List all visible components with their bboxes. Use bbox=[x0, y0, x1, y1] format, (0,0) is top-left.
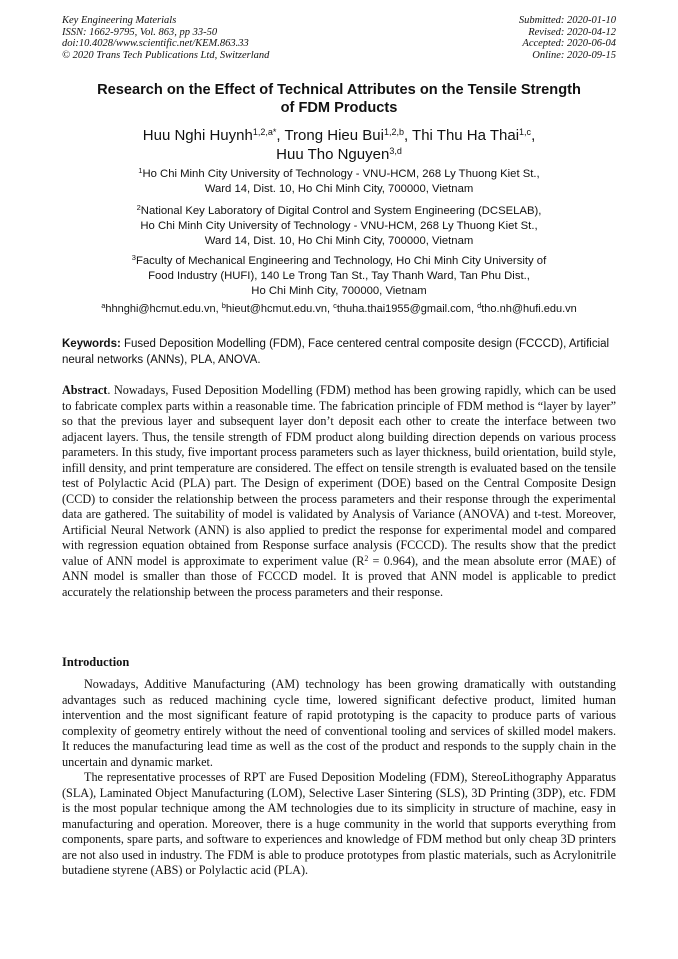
keywords-label: Keywords: bbox=[62, 338, 121, 350]
affiliation-3 bbox=[62, 254, 616, 299]
author-list bbox=[62, 126, 616, 164]
email-link[interactable]: hieut@hcmut.edu.vn bbox=[225, 303, 327, 315]
affiliation-line: Ward 14, Dist. 10, Ho Chi Minh City, 700000, Vietnam bbox=[204, 183, 474, 195]
introduction-paragraph: The representative processes of RPT are Fused Deposition Modeling (FDM), StereoLithography Apparatus (SLA), Laminated Object Manufacturing (LOM), Selective Laser Sintering (SLS), 3D Printing (3DP), etc. FDM is the most popular technique among the AM technologies due to its simplicity in structure of machine, easy in manufacturing and operation. Moreover, there is a huge community in the world that supports everything from components, spare parts, and software to experiences and knowledge of FDM method but only cheap 3D printers are not also used in industry. The FDM is able to produce prototypes from plastic materials, such as Acrylonitrile butadiene styrene (ABS) or Polylactic acid (PLA). bbox=[62, 770, 616, 877]
author-separator: , bbox=[531, 127, 536, 144]
publication-dates bbox=[519, 15, 616, 61]
affiliation-line: Food Industry (HUFI), 140 Le Trong Tan St., Tay Thanh Ward, Tan Phu Dist., bbox=[148, 270, 530, 282]
date-online: Online: 2020-09-15 bbox=[532, 49, 616, 61]
author-name: Trong Hieu Bui bbox=[284, 127, 384, 144]
section-heading-introduction: Introduction bbox=[62, 655, 130, 669]
email-marker: a bbox=[101, 301, 106, 310]
date-submitted: Submitted: 2020-01-10 bbox=[518, 15, 616, 26]
author-name: Huu Nghi Huynh bbox=[142, 127, 253, 144]
affiliation-line: Ho Chi Minh City University of Technology - VNU-HCM, 268 Ly Thuong Kiet St., bbox=[140, 220, 538, 232]
author-name: Huu Tho Nguyen bbox=[276, 146, 390, 163]
affiliation-line: Ho Chi Minh City, 700000, Vietnam bbox=[251, 285, 427, 297]
affiliation-2 bbox=[62, 204, 616, 249]
journal-copyright: © 2020 Trans Tech Publications Ltd, Switzerland bbox=[62, 49, 270, 61]
abstract-text: = 0.964), and the mean absolute error (MAE) of ANN model is smaller than those of FCCCD model. It is proved that ANN model is applicable to predict accurately the relationship between the process parameters and their response. bbox=[62, 553, 616, 599]
journal-info bbox=[62, 15, 269, 61]
email-link[interactable]: tho.nh@hufi.edu.vn bbox=[481, 303, 577, 315]
abstract-label: Abstract bbox=[62, 383, 108, 397]
affiliation-line: Faculty of Mechanical Engineering and Technology, Ho Chi Minh City University of bbox=[135, 255, 547, 267]
author-separator: , bbox=[276, 127, 285, 144]
journal-name: Key Engineering Materials bbox=[62, 15, 177, 26]
email-separator: , bbox=[326, 303, 334, 315]
affiliation-marker: 1 bbox=[138, 166, 143, 175]
author-emails bbox=[40, 302, 638, 317]
affiliation-line: Ward 14, Dist. 10, Ho Chi Minh City, 700000, Vietnam bbox=[204, 235, 474, 247]
introduction-paragraph: Nowadays, Additive Manufacturing (AM) technology has been growing dramatically with outstanding advantages such as reduced machining cycle time, lowered significant defective product, limited human intervention and the most significant feature of rapid prototyping is the capacity to produce parts of various complexity of geometry entirely without the need of conventional tooling and services of skilled model makers. It reduces the manufacturing lead time as well as the cost of the product and responds to the supply chain in the uncertain and dynamic market. bbox=[62, 677, 616, 769]
keywords-text: Fused Deposition Modelling (FDM), Face centered central composite design (FCCCD), Artificial neural networks (ANNs), PLA, ANOVA. bbox=[62, 338, 610, 366]
abstract-superscript: 2 bbox=[364, 553, 369, 563]
affiliation-line: Ho Chi Minh City University of Technology - VNU-HCM, 268 Ly Thuong Kiet St., bbox=[142, 168, 540, 180]
paper-title-line: Research on the Effect of Technical Attributes on the Tensile Strength bbox=[97, 82, 581, 98]
affiliation-marker: 2 bbox=[136, 203, 141, 212]
author-name: Thi Thu Ha Thai bbox=[412, 127, 520, 144]
author-affiliation-marker: 3,d bbox=[389, 146, 402, 156]
author-separator: , bbox=[403, 127, 413, 144]
author-affiliation-marker: 1,2,a* bbox=[252, 127, 277, 137]
affiliation-marker: 3 bbox=[131, 253, 136, 262]
email-marker: c bbox=[333, 301, 337, 310]
email-marker: b bbox=[221, 301, 226, 310]
journal-issn: ISSN: 1662-9795, Vol. 863, pp 33-50 bbox=[62, 26, 218, 38]
email-marker: d bbox=[477, 301, 482, 310]
paper-title-line: of FDM Products bbox=[280, 100, 398, 116]
abstract-section bbox=[62, 383, 616, 600]
author-affiliation-marker: 1,2,b bbox=[383, 127, 404, 137]
author-affiliation-marker: 1,c bbox=[519, 127, 532, 137]
journal-doi: doi:10.4028/www.scientific.net/KEM.863.33 bbox=[62, 38, 249, 49]
email-separator: , bbox=[215, 303, 222, 315]
affiliation-line: National Key Laboratory of Digital Control and System Engineering (DCSELAB), bbox=[140, 205, 542, 217]
email-link[interactable]: hhnghi@hcmut.edu.vn bbox=[105, 303, 216, 315]
date-accepted: Accepted: 2020-06-04 bbox=[522, 38, 616, 49]
email-separator: , bbox=[470, 303, 478, 315]
abstract-text: . Nowadays, Fused Deposition Modelling (FDM) method has been growing rapidly, which can be used to fabricate complex parts within a reasonable time. The fabrication principle of FDM method is “layer by layer” so that the previous layer and subsequent layer don’t deposit each other to create the interface between two adjacent layers. Thus, the tensile strength of FDM product along building direction depends on various process parameters. In this study, five important process parameters such as layer thickness, build orientation, build style, infill density, and print temperature are considered. The effect on tensile strength is evaluated based on the tensile test of Polylactic Acid (PLA) part. The Design of experiment (DOE) based on the Central Composite Design (CCD) to consider the relationship between the process parameters and their response through the experimental data are gathered. The suitability of model is validated by Analysis of Variance (ANOVA) and t-test. Moreover, Artificial Neural Network (ANN) is also applied to predict the response for experimental model and compared with regression equation obtained from Response surface analysis (FCCCD). The results show that the predict value of ANN model is approximate to experiment value (R bbox=[62, 383, 616, 568]
date-revised: Revised: 2020-04-12 bbox=[528, 26, 616, 38]
email-link[interactable]: thuha.thai1955@gmail.com bbox=[336, 303, 471, 315]
keywords-section bbox=[62, 337, 616, 368]
paper-title bbox=[62, 81, 616, 117]
affiliation-1 bbox=[62, 167, 616, 197]
